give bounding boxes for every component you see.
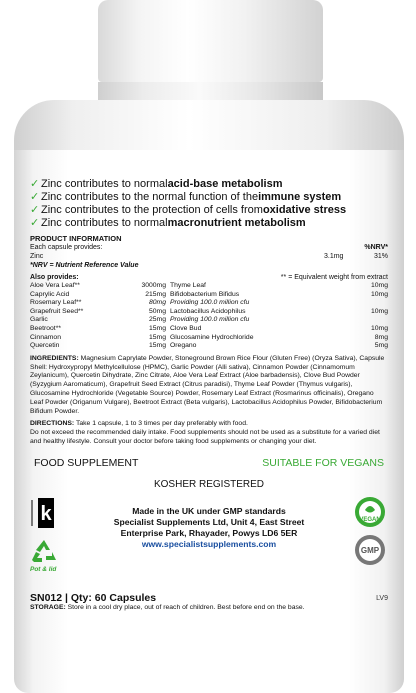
table-cell (350, 299, 388, 308)
table-cell: Clove Bud (170, 324, 202, 332)
gmp-badge-icon (354, 534, 386, 571)
table-cell: Grapefruit Seed** (30, 307, 84, 315)
kosher-text: KOSHER REGISTERED (153, 478, 265, 490)
badges-line (30, 457, 388, 469)
svg-text:k: k (40, 502, 52, 525)
table-cell: 5mg (374, 342, 388, 350)
svg-text:GMP: GMP (360, 545, 380, 555)
check-icon: ✓ (30, 178, 40, 190)
table-cell: 15mg (148, 324, 166, 332)
maker-block (30, 496, 388, 592)
table-cell: 215mg (145, 290, 166, 298)
each-capsule-row: Each capsule provides: %NRV* (30, 244, 388, 251)
maker-address: Made in the UK under GMP standards Specialist Supplements Ltd, Unit 4, East Street Enterprise Park, Rhayader, Powys LD6 5ER www.specialistsupplements.com (68, 506, 350, 550)
also-provides-table (30, 282, 388, 351)
table-cell: 10mg (370, 324, 388, 332)
claim-item: ✓ Zinc contributes to normal macronutrient metabolism (30, 217, 306, 229)
check-icon: ✓ (30, 204, 40, 216)
product-label (30, 178, 388, 683)
table-cell: 50mg (148, 307, 166, 315)
vegan-text: SUITABLE FOR VEGANS (262, 456, 384, 469)
website-link[interactable]: www.specialistsupplements.com (141, 538, 277, 549)
table-cell: 10mg (370, 290, 388, 298)
table-cell: Rosemary Leaf** (30, 299, 82, 307)
table-cell: Bifidobacterium Bifidus (170, 290, 240, 298)
vegan-badge-icon (354, 496, 386, 533)
table-cell: Quercetin (30, 342, 60, 350)
table-cell: 15mg (148, 342, 166, 350)
claim-item: ✓ Zinc contributes to the protection of cells from oxidative stress (30, 204, 347, 216)
recycle-icon (30, 538, 58, 569)
lv-code: LV9 (376, 594, 388, 602)
sn-qty: SN012 | Qty: 60 Capsules (30, 591, 157, 604)
table-cell: Beetroot** (30, 324, 61, 332)
sn-row (30, 591, 388, 604)
storage-text: STORAGE: Store in a cool dry place, out of reach of children. Best before end on the base. (30, 603, 305, 611)
table-cell: 10mg (370, 282, 388, 289)
product-info-header: PRODUCT INFORMATION (30, 234, 122, 243)
table-cell: Providing 100.0 million cfu (170, 299, 250, 307)
claim-item: ✓ Zinc contributes to the normal function of the immune system (30, 191, 342, 203)
table-cell: Cinnamon (30, 333, 61, 341)
table-cell: Thyme Leaf (170, 282, 206, 289)
table-cell: Providing 100.0 million cfu (170, 316, 250, 324)
ingredients-text: INGREDIENTS: Magnesium Caprylate Powder, Stoneground Brown Rice Flour (Gluten Free) (Oryza Sativa), Capsule Shell: Hydroxypropyl Methylcellulose (HPMC), Garlic Powder (Alli sativa), Cinnamon Powder (Cinnamomum Zeylanicum), Quercetin Dihydrate, Zinc Citrate, Aloe Vera Leaf Extract (Aloe barbadensis), Clove Bud Powder (Syzygium Aaromaticum), Grapefruit Seed Extract (Citrus paradisi), Thyme Leaf Powder (Thymus vulgaris), Glucosamine Hydrochloride (Vegetable Source) Powder, Rosemary Leaf Extract (Rosmarinus officinalis), Oregano Leaf Powder (Origanum Vulgare), Beetroot Extract (Beta vulgaris), Lactobacillus Acidophilus Powder, Bifidobacterium Bifidum Powder. (30, 354, 385, 415)
food-supplement-text: FOOD SUPPLEMENT (34, 456, 139, 469)
table-cell: 15mg (148, 333, 166, 341)
claim-item: ✓ Zinc contributes to normal acid-base metabolism (30, 178, 283, 190)
pot-lid-label: Pot & lid (30, 565, 57, 573)
table-cell (350, 316, 388, 325)
bottle-cap (98, 0, 323, 82)
directions-text: DIRECTIONS: Take 1 capsule, 1 to 3 times per day preferably with food. (30, 420, 248, 428)
nrv-note: *NRV = Nutrient Reference Value (30, 262, 139, 269)
table-cell: Oregano (170, 342, 197, 350)
check-icon: ✓ (30, 191, 40, 203)
table-cell: Glucosamine Hydrochloride (170, 333, 254, 341)
table-cell: Lactobacillus Acidophilus (170, 307, 246, 315)
table-cell: 10mg (370, 307, 388, 315)
kosher-logo-icon (30, 496, 56, 535)
table-cell: Garlic (30, 316, 48, 324)
check-icon: ✓ (30, 217, 40, 229)
table-cell: Aloe Vera Leaf** (30, 282, 80, 289)
zinc-row: Zinc 3.1mg 31% (30, 253, 388, 260)
health-claims (30, 178, 388, 230)
table-cell: 25mg (148, 316, 166, 324)
table-cell: Caprylic Acid (30, 290, 70, 298)
also-provides-row: Also provides: ** = Equivalent weight from extract (30, 274, 388, 281)
warning-text: Do not exceed the recommended daily intake. Food supplements should not be used as a substitute for a varied diet and healthy lifestyle. Consult your doctor before taking food supplements or changing your diet. (30, 429, 380, 445)
table-cell: 3000mg (141, 282, 166, 289)
table-cell: 8mg (374, 333, 388, 341)
table-cell: 80mg (148, 299, 166, 307)
svg-text:VEGAN: VEGAN (359, 516, 381, 523)
